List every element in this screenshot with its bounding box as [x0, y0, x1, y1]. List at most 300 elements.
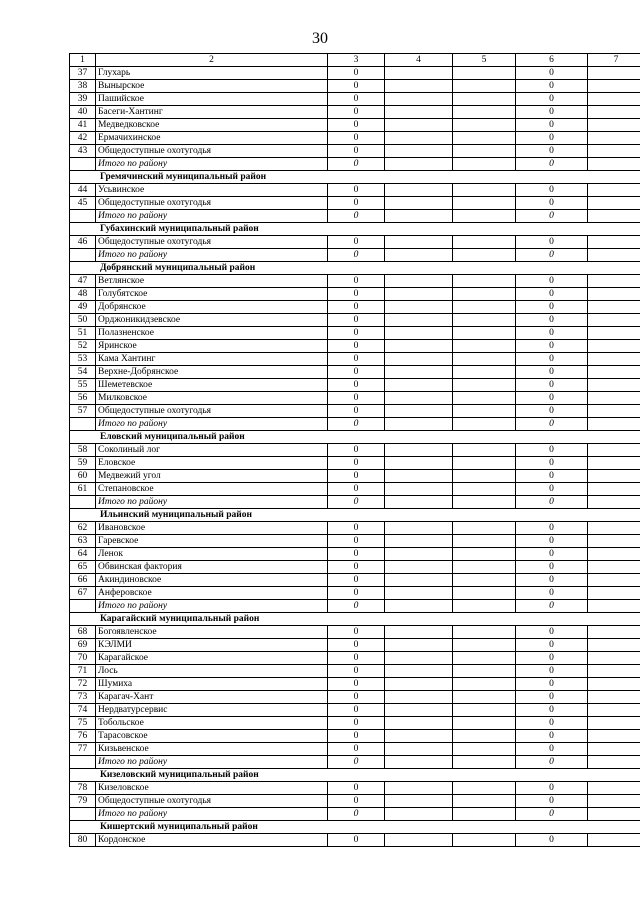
- column-5-value: [453, 743, 516, 756]
- column-6-value: 0: [516, 743, 588, 756]
- hunting-ground-name: Нердватурсервис: [96, 704, 328, 717]
- column-4-value: [385, 639, 453, 652]
- column-3-value: 0: [328, 288, 385, 301]
- table-row: [70, 743, 640, 756]
- row-number: 43: [70, 145, 96, 158]
- column-3-value: 0: [328, 197, 385, 210]
- column-7-value: [588, 353, 640, 366]
- table-row: [70, 67, 640, 80]
- hunting-ground-name: Верхне-Добрянское: [96, 366, 328, 379]
- district-header-row: [70, 223, 640, 236]
- column-5-value: [453, 93, 516, 106]
- district-header-row: [70, 171, 640, 184]
- column-4-value: [385, 197, 453, 210]
- column-6-value: 0: [516, 522, 588, 535]
- district-header-row: [70, 613, 640, 626]
- column-3-value: 0: [328, 457, 385, 470]
- table-row: [70, 639, 640, 652]
- column-7-value: [588, 418, 640, 431]
- column-3-value: 0: [328, 730, 385, 743]
- hunting-ground-name: Вынырское: [96, 80, 328, 93]
- column-3-value: 0: [328, 392, 385, 405]
- row-number: 48: [70, 288, 96, 301]
- column-6-value: 0: [516, 691, 588, 704]
- column-4-value: [385, 405, 453, 418]
- table-row: [70, 665, 640, 678]
- row-number: 45: [70, 197, 96, 210]
- hunting-ground-name: Степановское: [96, 483, 328, 496]
- hunting-ground-name: Карагач-Хант: [96, 691, 328, 704]
- column-7-value: [588, 652, 640, 665]
- table-row: [70, 392, 640, 405]
- row-number: 74: [70, 704, 96, 717]
- column-7-value: [588, 67, 640, 80]
- table-row: [70, 717, 640, 730]
- hunting-ground-name: Орджоникидзевское: [96, 314, 328, 327]
- column-6-value: 0: [516, 197, 588, 210]
- column-6-value: 0: [516, 470, 588, 483]
- table-row: [70, 587, 640, 600]
- column-4-value: [385, 548, 453, 561]
- column-5-value: [453, 249, 516, 262]
- hunting-ground-name: Тарасовское: [96, 730, 328, 743]
- column-5-value: [453, 574, 516, 587]
- column-4-value: [385, 288, 453, 301]
- hunting-ground-name: Ленок: [96, 548, 328, 561]
- column-3-value: 0: [328, 652, 385, 665]
- column-4-value: [385, 704, 453, 717]
- hunting-ground-name: Общедоступные охотугодья: [96, 236, 328, 249]
- column-5-value: [453, 834, 516, 847]
- total-label: Итого по району: [96, 600, 328, 613]
- column-3-value: 0: [328, 275, 385, 288]
- table-row: [70, 301, 640, 314]
- column-6-value: 0: [516, 288, 588, 301]
- row-number: 67: [70, 587, 96, 600]
- column-7-value: [588, 366, 640, 379]
- column-4-value: [385, 119, 453, 132]
- column-3-value: 0: [328, 418, 385, 431]
- hunting-ground-name: Яринское: [96, 340, 328, 353]
- column-4-value: [385, 743, 453, 756]
- table-row: [70, 405, 640, 418]
- column-7-value: [588, 184, 640, 197]
- column-3-value: 0: [328, 756, 385, 769]
- column-7-value: [588, 379, 640, 392]
- district-total-row: [70, 756, 640, 769]
- column-6-value: 0: [516, 340, 588, 353]
- column-4-value: [385, 145, 453, 158]
- column-6-value: 0: [516, 652, 588, 665]
- column-5-value: [453, 548, 516, 561]
- row-number-cell: [70, 418, 96, 431]
- column-7-value: [588, 665, 640, 678]
- table-row: [70, 314, 640, 327]
- total-label: Итого по району: [96, 496, 328, 509]
- row-number: 72: [70, 678, 96, 691]
- table-row: [70, 535, 640, 548]
- column-6-value: 0: [516, 275, 588, 288]
- row-number: 40: [70, 106, 96, 119]
- column-5-value: [453, 483, 516, 496]
- table-row: [70, 548, 640, 561]
- column-5-value: [453, 184, 516, 197]
- column-5-value: [453, 730, 516, 743]
- district-name: Добрянский муниципальный район: [70, 262, 640, 275]
- hunting-ground-name: Полазненское: [96, 327, 328, 340]
- row-number: 58: [70, 444, 96, 457]
- row-number-cell: [70, 249, 96, 262]
- hunting-ground-name: Пашийское: [96, 93, 328, 106]
- column-3-value: 0: [328, 795, 385, 808]
- column-3-value: 0: [328, 249, 385, 262]
- row-number: 39: [70, 93, 96, 106]
- column-7-value: [588, 548, 640, 561]
- column-3-value: 0: [328, 366, 385, 379]
- column-7-value: [588, 314, 640, 327]
- column-7-value: [588, 795, 640, 808]
- column-5-value: [453, 665, 516, 678]
- column-6-value: 0: [516, 93, 588, 106]
- column-6-value: 0: [516, 483, 588, 496]
- column-6-value: 0: [516, 561, 588, 574]
- column-3-value: 0: [328, 210, 385, 223]
- column-4-value: [385, 535, 453, 548]
- hunting-ground-name: Глухарь: [96, 67, 328, 80]
- column-7-value: [588, 561, 640, 574]
- column-3-value: 0: [328, 587, 385, 600]
- row-number: 68: [70, 626, 96, 639]
- column-6-value: 0: [516, 808, 588, 821]
- row-number: 70: [70, 652, 96, 665]
- column-7-value: [588, 327, 640, 340]
- column-6-value: 0: [516, 678, 588, 691]
- district-name: Карагайский муниципальный район: [70, 613, 640, 626]
- hunting-ground-name: Общедоступные охотугодья: [96, 145, 328, 158]
- column-7-value: [588, 119, 640, 132]
- column-4-value: [385, 678, 453, 691]
- column-7-value: [588, 444, 640, 457]
- table-row: [70, 106, 640, 119]
- row-number: 50: [70, 314, 96, 327]
- table-row: [70, 678, 640, 691]
- row-number: 49: [70, 301, 96, 314]
- district-total-row: [70, 600, 640, 613]
- district-header-row: [70, 431, 640, 444]
- column-6-value: 0: [516, 366, 588, 379]
- column-3-value: 0: [328, 93, 385, 106]
- column-3-value: 0: [328, 704, 385, 717]
- column-3-value: 0: [328, 119, 385, 132]
- column-6-value: 0: [516, 158, 588, 171]
- row-number-cell: [70, 496, 96, 509]
- hunting-ground-name: Усьвинское: [96, 184, 328, 197]
- district-name: Губахинский муниципальный район: [70, 223, 640, 236]
- column-7-value: [588, 340, 640, 353]
- column-4-value: [385, 496, 453, 509]
- row-number: 61: [70, 483, 96, 496]
- column-5-value: [453, 444, 516, 457]
- column-header: 7: [588, 54, 640, 67]
- hunting-ground-name: Анферовское: [96, 587, 328, 600]
- table-row: [70, 197, 640, 210]
- column-7-value: [588, 717, 640, 730]
- column-4-value: [385, 470, 453, 483]
- column-7-value: [588, 496, 640, 509]
- table-row: [70, 275, 640, 288]
- column-7-value: [588, 535, 640, 548]
- column-6-value: 0: [516, 418, 588, 431]
- row-number-cell: [70, 808, 96, 821]
- column-7-value: [588, 587, 640, 600]
- row-number: 37: [70, 67, 96, 80]
- column-5-value: [453, 717, 516, 730]
- column-5-value: [453, 353, 516, 366]
- column-header: 4: [385, 54, 453, 67]
- total-label: Итого по району: [96, 418, 328, 431]
- column-5-value: [453, 366, 516, 379]
- column-4-value: [385, 158, 453, 171]
- column-4-value: [385, 379, 453, 392]
- column-3-value: 0: [328, 327, 385, 340]
- hunting-ground-name: Кордонское: [96, 834, 328, 847]
- column-7-value: [588, 834, 640, 847]
- total-label: Итого по району: [96, 808, 328, 821]
- row-number: 59: [70, 457, 96, 470]
- table-row: [70, 93, 640, 106]
- hunting-ground-name: Кама Хантинг: [96, 353, 328, 366]
- column-7-value: [588, 470, 640, 483]
- column-4-value: [385, 522, 453, 535]
- column-5-value: [453, 704, 516, 717]
- district-name: Еловский муниципальный район: [70, 431, 640, 444]
- column-6-value: 0: [516, 67, 588, 80]
- hunting-ground-name: Ивановское: [96, 522, 328, 535]
- hunting-ground-name: Общедоступные охотугодья: [96, 405, 328, 418]
- row-number: 38: [70, 80, 96, 93]
- column-6-value: 0: [516, 379, 588, 392]
- column-4-value: [385, 132, 453, 145]
- row-number: 77: [70, 743, 96, 756]
- table-row: [70, 457, 640, 470]
- column-5-value: [453, 678, 516, 691]
- district-header-row: [70, 262, 640, 275]
- column-4-value: [385, 457, 453, 470]
- table-row: [70, 522, 640, 535]
- column-6-value: 0: [516, 782, 588, 795]
- column-5-value: [453, 119, 516, 132]
- column-4-value: [385, 184, 453, 197]
- column-4-value: [385, 574, 453, 587]
- row-number: 57: [70, 405, 96, 418]
- column-6-value: 0: [516, 132, 588, 145]
- column-3-value: 0: [328, 522, 385, 535]
- row-number-cell: [70, 158, 96, 171]
- column-6-value: 0: [516, 535, 588, 548]
- column-7-value: [588, 405, 640, 418]
- hunting-ground-name: Обвинская фактория: [96, 561, 328, 574]
- district-header-row: [70, 769, 640, 782]
- column-4-value: [385, 691, 453, 704]
- column-7-value: [588, 80, 640, 93]
- table-row: [70, 782, 640, 795]
- district-name: Гремячинский муниципальный район: [70, 171, 640, 184]
- hunting-ground-name: Кизеловское: [96, 782, 328, 795]
- column-5-value: [453, 418, 516, 431]
- column-5-value: [453, 327, 516, 340]
- column-3-value: 0: [328, 535, 385, 548]
- row-number-cell: [70, 756, 96, 769]
- column-7-value: [588, 483, 640, 496]
- table-row: [70, 366, 640, 379]
- row-number: 52: [70, 340, 96, 353]
- hunting-ground-name: Еловское: [96, 457, 328, 470]
- column-6-value: 0: [516, 444, 588, 457]
- column-5-value: [453, 561, 516, 574]
- column-6-value: 0: [516, 353, 588, 366]
- column-5-value: [453, 210, 516, 223]
- district-total-row: [70, 210, 640, 223]
- column-5-value: [453, 756, 516, 769]
- column-4-value: [385, 249, 453, 262]
- column-3-value: 0: [328, 236, 385, 249]
- column-7-value: [588, 288, 640, 301]
- column-6-value: 0: [516, 145, 588, 158]
- row-number: 51: [70, 327, 96, 340]
- table-row: [70, 626, 640, 639]
- row-number: 54: [70, 366, 96, 379]
- column-header: 5: [453, 54, 516, 67]
- column-6-value: 0: [516, 236, 588, 249]
- column-6-value: 0: [516, 80, 588, 93]
- column-4-value: [385, 301, 453, 314]
- column-6-value: 0: [516, 717, 588, 730]
- column-5-value: [453, 67, 516, 80]
- column-5-value: [453, 535, 516, 548]
- hunting-ground-name: Кизьвенское: [96, 743, 328, 756]
- column-6-value: 0: [516, 314, 588, 327]
- column-4-value: [385, 340, 453, 353]
- column-5-value: [453, 340, 516, 353]
- total-label: Итого по району: [96, 158, 328, 171]
- column-4-value: [385, 665, 453, 678]
- column-5-value: [453, 392, 516, 405]
- column-5-value: [453, 470, 516, 483]
- column-4-value: [385, 444, 453, 457]
- row-number: 73: [70, 691, 96, 704]
- total-label: Итого по району: [96, 756, 328, 769]
- row-number: 46: [70, 236, 96, 249]
- row-number: 60: [70, 470, 96, 483]
- column-7-value: [588, 730, 640, 743]
- column-7-value: [588, 678, 640, 691]
- column-4-value: [385, 756, 453, 769]
- column-7-value: [588, 132, 640, 145]
- column-7-value: [588, 704, 640, 717]
- hunting-ground-name: Медвежий угол: [96, 470, 328, 483]
- column-5-value: [453, 691, 516, 704]
- hunting-ground-name: Лось: [96, 665, 328, 678]
- column-5-value: [453, 236, 516, 249]
- column-7-value: [588, 93, 640, 106]
- column-3-value: 0: [328, 158, 385, 171]
- column-7-value: [588, 392, 640, 405]
- hunting-ground-name: Медведковское: [96, 119, 328, 132]
- column-7-value: [588, 522, 640, 535]
- column-4-value: [385, 834, 453, 847]
- table-row: [70, 80, 640, 93]
- district-total-row: [70, 418, 640, 431]
- row-number: 63: [70, 535, 96, 548]
- table-row: [70, 704, 640, 717]
- row-number-cell: [70, 210, 96, 223]
- row-number: 64: [70, 548, 96, 561]
- column-4-value: [385, 80, 453, 93]
- column-4-value: [385, 93, 453, 106]
- column-header: 2: [96, 54, 328, 67]
- column-5-value: [453, 522, 516, 535]
- column-5-value: [453, 80, 516, 93]
- row-number: 69: [70, 639, 96, 652]
- column-header: 3: [328, 54, 385, 67]
- hunting-ground-name: Милковское: [96, 392, 328, 405]
- column-5-value: [453, 782, 516, 795]
- hunting-ground-name: Ермачихинское: [96, 132, 328, 145]
- row-number: 41: [70, 119, 96, 132]
- column-3-value: 0: [328, 444, 385, 457]
- column-5-value: [453, 639, 516, 652]
- table-body: [70, 54, 640, 847]
- table-row: [70, 132, 640, 145]
- column-5-value: [453, 600, 516, 613]
- column-6-value: 0: [516, 834, 588, 847]
- column-5-value: [453, 379, 516, 392]
- column-7-value: [588, 808, 640, 821]
- column-4-value: [385, 717, 453, 730]
- column-3-value: 0: [328, 561, 385, 574]
- column-3-value: 0: [328, 470, 385, 483]
- column-6-value: 0: [516, 587, 588, 600]
- column-4-value: [385, 275, 453, 288]
- column-3-value: 0: [328, 626, 385, 639]
- column-4-value: [385, 600, 453, 613]
- hunting-ground-name: Тобольское: [96, 717, 328, 730]
- row-number: 76: [70, 730, 96, 743]
- column-4-value: [385, 730, 453, 743]
- table-row: [70, 444, 640, 457]
- row-number: 56: [70, 392, 96, 405]
- column-7-value: [588, 626, 640, 639]
- row-number: 47: [70, 275, 96, 288]
- hunting-ground-name: Соколиный лог: [96, 444, 328, 457]
- column-7-value: [588, 600, 640, 613]
- column-7-value: [588, 197, 640, 210]
- column-6-value: 0: [516, 730, 588, 743]
- column-3-value: 0: [328, 353, 385, 366]
- column-5-value: [453, 158, 516, 171]
- column-7-value: [588, 236, 640, 249]
- column-6-value: 0: [516, 574, 588, 587]
- column-header: 6: [516, 54, 588, 67]
- column-4-value: [385, 652, 453, 665]
- column-6-value: 0: [516, 119, 588, 132]
- column-4-value: [385, 808, 453, 821]
- column-3-value: 0: [328, 665, 385, 678]
- column-6-value: 0: [516, 665, 588, 678]
- table-row: [70, 184, 640, 197]
- column-3-value: 0: [328, 691, 385, 704]
- page-number: 30: [312, 30, 328, 47]
